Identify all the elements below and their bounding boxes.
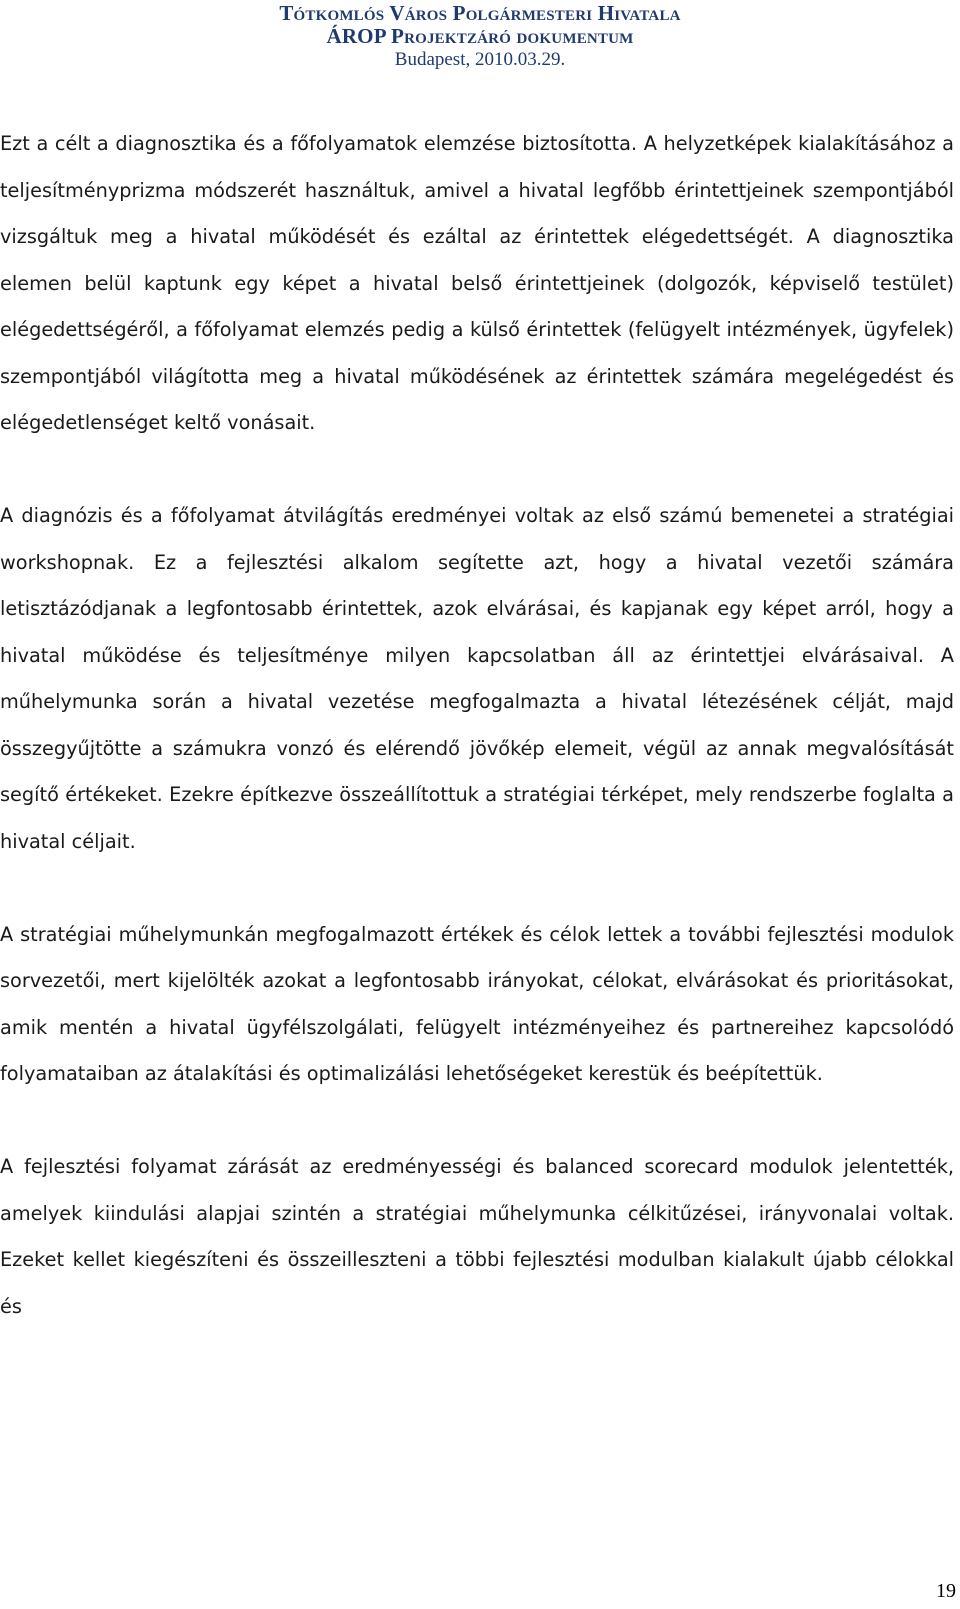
header-document-title: ÁROP Projektzáró dokumentum <box>326 24 634 48</box>
document-body <box>0 121 954 1377</box>
header-date: Budapest, 2010.03.29. <box>394 49 566 70</box>
header-organization: Tótkomlós Város Polgármesteri Hivatala <box>279 1 681 25</box>
paragraph: A fejlesztési folyamat zárását az eredményességi és balanced scorecard modulok jelentették, amelyek kiindulási alapjai szintén a stratégiai műhelymunka célkitűzései, irányvonalai voltak. Ezeket kellet kiegészíteni és összeilleszteni a többi fejlesztési modulban kialakult újabb célokkal és <box>0 1155 954 1318</box>
page-header <box>0 2 960 72</box>
paragraph: A diagnózis és a főfolyamat átvilágítás eredményei voltak az első számú bemenetei a stratégiai workshopnak. Ez a fejlesztési alkalom segítette azt, hogy a hivatal vezetői számára letisztázódjanak a legfontosabb érintettek, azok elvárásai, és kapjanak egy képet arról, hogy a hivatal működése és teljesítménye milyen kapcsolatban áll az érintettjei elvárásaival. A műhelymunka során a hivatal vezetése megfogalmazta a hivatal létezésének célját, majd összegyűjtötte a számukra vonzó és elérendő jövőkép elemeit, végül az annak megvalósítását segítő értékeket. Ezekre építkezve összeállítottuk a stratégiai térképet, mely rendszerbe foglalta a hivatal céljait. <box>0 504 954 853</box>
page-number: 19 <box>936 1580 956 1602</box>
paragraph: A stratégiai műhelymunkán megfogalmazott értékek és célok lettek a további fejlesztési modulok sorvezetői, mert kijelölték azokat a legfontosabb irányokat, célokat, elvárásokat és prioritásokat, amik mentén a hivatal ügyfélszolgálati, felügyelt intézményeihez és partnereihez kapcsolódó folyamataiban az átalakítási és optimalizálási lehetőségeket kerestük és beépítettük. <box>0 922 954 1085</box>
paragraph: Ezt a célt a diagnosztika és a főfolyamatok elemzése biztosította. A helyzetképek kialakításához a teljesítményprizma módszerét használtuk, amivel a hivatal legfőbb érintettjeinek szempontjából vizsgáltuk meg a hivatal működését és ezáltal az érintettek elégedettségét. A diagnosztika elemen belül kaptunk egy képet a hivatal belső érintettjeinek (dolgozók, képviselő testület) elégedettségéről, a főfolyamat elemzés pedig a külső érintettek (felügyelt intézmények, ügyfelek) szempontjából világította meg a hivatal működésének az érintettek számára megelégedést és elégedetlenséget keltő vonásait. <box>0 132 954 434</box>
